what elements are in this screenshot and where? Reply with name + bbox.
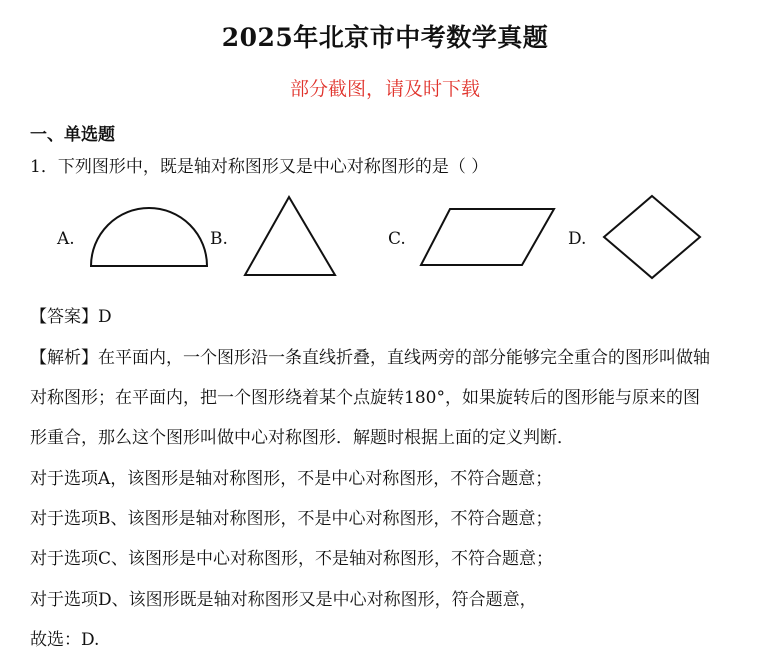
question-stem [30,152,488,177]
page-title: 2025年北京市中考数学真题 [221,23,549,52]
option-c-label: C. [388,229,406,249]
option-b-shape [242,194,338,278]
analysis-line-3: 形重合，那么这个图形叫做中心对称图形．解题时根据上面的定义判断． [30,428,574,448]
rhombus-shape [601,193,703,281]
analysis-line-5: 对于选项B、该图形是轴对称图形，不是中心对称图形，不符合题意； [30,509,553,529]
option-d-label: D. [568,229,587,249]
analysis-line-2: 对称图形；在平面内，把一个图形绕着某个点旋转180°，如果旋转后的图形能与原来的图 [30,388,700,408]
analysis-line-7: 对于选项D、该图形既是轴对称图形又是中心对称图形，符合题意， [30,590,537,610]
analysis-line-8: 故选：D. [30,630,100,650]
download-notice: 部分截图，请及时下载 [289,78,480,100]
analysis-line-6: 对于选项C、该图形是中心对称图形，不是轴对称图形，不符合题意； [30,549,554,569]
option-a-label: A. [57,229,75,249]
question-text: 下列图形中，既是轴对称图形又是中心对称图形的是（ ） [57,157,489,177]
option-b-label: B. [210,229,228,249]
analysis-line-1: 【解析】在平面内，一个图形沿一条直线折叠，直线两旁的部分能够完全重合的图形叫做轴 [30,348,710,368]
option-d-shape [601,193,703,281]
triangle-shape [242,194,338,278]
option-c-shape [418,206,558,268]
question-number: 1． [30,157,58,177]
parallelogram-shape [418,206,558,268]
analysis-line-4: 对于选项A，该图形是轴对称图形，不是中心对称图形，不符合题意； [30,469,553,489]
option-a-shape [88,204,210,270]
section-heading: 一、单选题 [30,125,115,145]
semicircle-shape [88,204,210,270]
answer-line: 【答案】D [30,307,112,327]
